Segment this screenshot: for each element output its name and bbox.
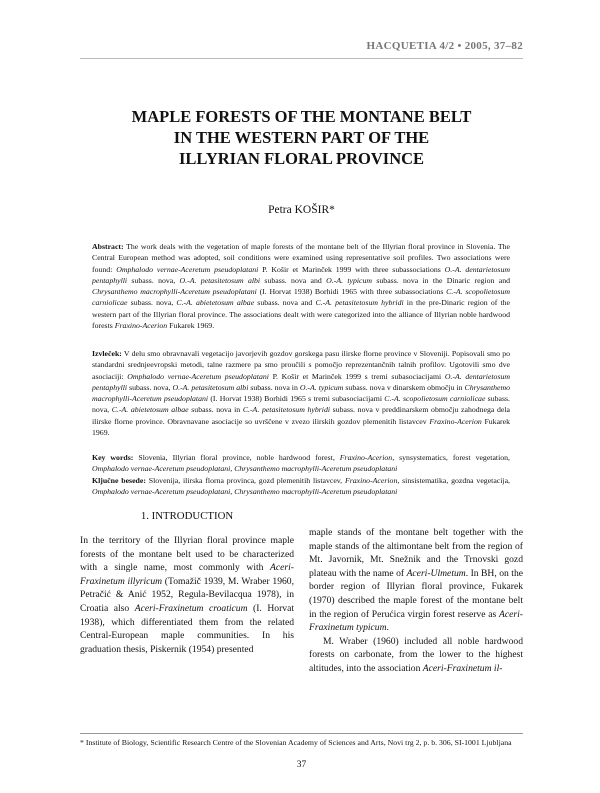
abstract-text: subass. nova in [188, 405, 243, 415]
taxon-name: Omphalodo vernae-Aceretum pseudoplatani [92, 464, 231, 474]
abstract-slovenian [92, 348, 510, 438]
footnote: * Institute of Biology, Scientific Research Centre of the Slovenian Academy of Sciences and Arts, Novi trg 2, p. b. 306, SI-1001 Ljubljana [80, 738, 512, 747]
body-text: In the territory of the Illyrian floral province maple forests of the montane belt used to be characterized with a single name, most commonly with [80, 535, 294, 574]
taxon-name: Omphalodo vernae-Aceretum pseudoplatani [116, 264, 259, 274]
keywords-text: Slovenija, ilirska florna provinca, gozd plemenitih listavcev, [145, 476, 345, 485]
taxon-name: Aceri-Fraxinetum il- [422, 662, 503, 674]
abstract-text: subass. nova, [127, 382, 173, 392]
body-text: (I. Horvat 1938), which differentiated them from the related Central-European maple communities. In his graduation thesis, Piskernik (1954) presented [80, 602, 294, 655]
taxon-name: C.-A. abietetosum albae [176, 298, 255, 308]
taxon-name: Chrysanthemo macrophylli-Aceretum pseudoplatani [234, 464, 398, 474]
paragraph [309, 635, 523, 676]
abstract-text: P. Košir et Marinček 1999 s tremi subasociacijami [268, 371, 445, 381]
abstract-text: subass. nova v preddinarskem območju zahodnega dela ilirske florne province. Obravnavane asociacije so uvrščene v zvezo ilirskih gozdov plemenitih listavcev [92, 405, 511, 426]
keywords-text: , sinsistematika, gozdna vegetacija, [397, 476, 510, 485]
abstract-english [92, 241, 510, 331]
body-column-left [80, 534, 294, 656]
body-text: (Tomažič 1939, M. Wraber 1960, Petračić & Anić 1952, Regula-Bevilacqua 1978), in Croatia also [80, 575, 294, 614]
taxon-name: Omphalodo vernae-Aceretum pseudoplatani [92, 487, 231, 497]
title-line-3: ILLYRIAN FLORAL PROVINCE [178, 149, 425, 168]
taxon-name: C.-A. abietetosum albae [111, 405, 189, 415]
taxon-name: O.-A. dentarietosum pentaphylli [92, 264, 510, 285]
taxon-name: Aceri-Fraxinetum typicum [309, 608, 523, 634]
abstract-text: subass. nova in [248, 382, 300, 392]
abstract-text: in the pre-Dinaric region of the western part of the Illyrian floral province. The associations dealt with were categorized into the alliance of Illyrian noble hardwood forests [92, 298, 511, 331]
keywords-english [92, 452, 510, 475]
footnote-rule [80, 733, 523, 734]
keywords-text: , [230, 464, 235, 474]
paragraph [309, 526, 523, 635]
abstract-text: (I. Horvat 1938) Borhidi 1965 s tremi subasociacijami [208, 394, 385, 404]
body-text: . In BH, on the border region of Illyrian floral province, Fukarek (1970) described the maple forest of the montane belt in the region of Perućica virgin forest reserve as [309, 567, 523, 620]
abstract-text: The work deals with the vegetation of maple forests of the montane belt of the Illyrian floral province in Slovenia. The Central European method was adopted, soil conditions were examined using representative soil profiles. Two associations were found: [92, 242, 510, 274]
abstract-text: P. Košir et Marinček 1999 with three subassociations [258, 264, 445, 274]
abstract-label: Abstract: [92, 242, 124, 251]
body-text: M. Wraber (1960) included all noble hardwood forests on carbonate, from the lower to the highest altitudes, into the association [309, 635, 523, 674]
taxon-name: Omphalodo vernae-Aceretum pseudoplatani [127, 371, 269, 381]
abstract-text: subass. nova, [92, 394, 510, 415]
taxon-name: Aceri-Fraxinetum croaticum [134, 602, 248, 614]
abstract-text: subass. nova, [127, 298, 177, 308]
abstract-text: subass. nova and [260, 275, 327, 285]
taxon-name: Aceri-Fraxinetum illyricum [80, 562, 294, 587]
izvlecek-label: Izvleček: [92, 349, 122, 358]
taxon-name: O.-A. typicum [326, 275, 373, 285]
abstract-text: V delu smo obravnavali vegetacijo javorjevih gozdov gorskega pasu ilirske florne province v Sloveniji. Popisovali smo po standardni srednjeevropski metodi, talne razmere pa smo proučili s pomočjo reprezentančnih talnih profilov. Ugotovili smo dve asociaciji: [92, 349, 510, 381]
taxon-name: Fraxino-Acerion [344, 476, 398, 485]
abstract-text: (I. Horvat 1938) Borhidi 1965 with three subassociations [256, 287, 447, 297]
taxon-name: Fraxino-Acerion [339, 453, 393, 462]
header-rule [80, 58, 523, 59]
section-heading: 1. INTRODUCTION [140, 510, 234, 522]
keywords-text: , [230, 487, 235, 497]
taxon-name: O.-A. typicum [299, 382, 344, 392]
abstract-text: Fukarek 1969. [92, 416, 510, 438]
taxon-name: C.-A. scopolietosum carniolicae [92, 287, 510, 308]
taxon-name: Aceri-Ulmetum [406, 567, 466, 579]
article-title [80, 106, 523, 169]
taxon-name: Fraxino-Acerion [429, 416, 482, 426]
keywords-slovenian [92, 475, 510, 498]
paragraph [80, 534, 294, 656]
keywords-label: Key words: [92, 453, 134, 462]
taxon-name: Chrysanthemo macrophylli-Aceretum pseudoplatani [234, 487, 398, 497]
abstract-text: Fukarek 1969. [167, 321, 215, 331]
taxon-name: O.-A. dentarietosum pentaphylli [92, 371, 511, 392]
taxon-name: Fraxino-Acerion [114, 321, 168, 331]
abstract-text: subass. nova in the Dinaric region and [372, 275, 510, 285]
taxon-name: C.-A. petasitetosum hybridi [242, 405, 331, 415]
kljucne-besede-label: Ključne besede: [92, 476, 146, 485]
abstract-text: subass. nova v dinarskem območju in [343, 382, 465, 392]
keywords-text: , synsystematics, forest vegetation, [392, 453, 511, 462]
taxon-name: Chrysanthemo macrophylli-Aceretum pseudoplatani [92, 287, 257, 297]
body-text: maple stands of the montane belt together with the maple stands of the altimontane belt from the region of Mt. Javornik, Mt. Snežnik and the Trnovski gozd plateau with the name of [309, 527, 523, 579]
taxon-name: O.-A. petasitetosum albi [172, 382, 249, 392]
abstract-text: subass. nova, [127, 275, 180, 285]
body-text: . [386, 622, 389, 634]
journal-header: HACQUETIA 4/2 • 2005, 37–82 [366, 40, 523, 52]
page-number: 37 [296, 760, 307, 770]
author: Petra KOŠIR* [268, 204, 335, 216]
keywords-text: Slovenia, Illyrian floral province, noble hardwood forest, [133, 453, 340, 462]
abstract-text: subass. nova and [254, 298, 316, 308]
taxon-name: C.-A. scopolietosum carniolicae [384, 394, 486, 404]
title-line-1: MAPLE FORESTS OF THE MONTANE BELT [131, 107, 472, 126]
taxon-name: O.-A. petasitetosum albi [179, 275, 261, 285]
taxon-name: C.-A. petasitetosum hybridi [315, 298, 404, 308]
taxon-name: Chrysanthemo macrophylli-Aceretum pseudoplatani [92, 382, 510, 404]
title-line-2: IN THE WESTERN PART OF THE [173, 128, 430, 147]
body-column-right [309, 526, 523, 676]
